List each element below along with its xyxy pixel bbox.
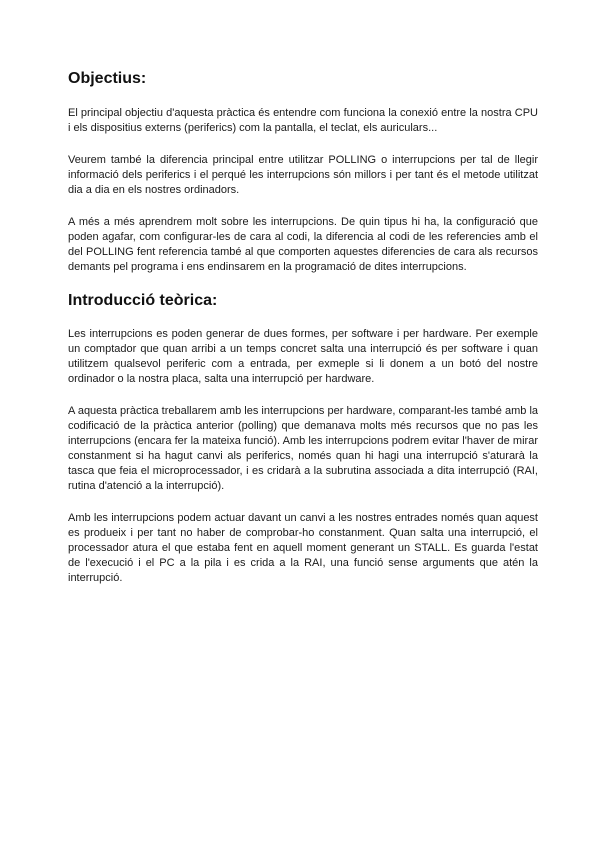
paragraph-objectius-3: A més a més aprendrem molt sobre les interrupcions. De quin tipus hi ha, la configuració que poden agafar, com configurar-les de cara al codi, la diferencia al codi de les referencies amb el del POLLING fent referencia també al que comporten aquestes diferencies de cara als recursos demants pel programa i ens endinsarem en la programació de dites interrupcions. (68, 215, 538, 273)
section-heading-introduccio-teorica: Introducció teòrica: (68, 291, 218, 309)
section-heading-objectius: Objectius: (68, 70, 147, 87)
paragraph-introduccio-1: Les interrupcions es poden generar de dues formes, per software i per hardware. Per exemple un comptador que quan arribi a un temps concret salta una interrupció és per software i quan utilitzem qualsevol periferic com a entrada, per exmeple si li donem a un botó del nostre ordinador o la nostra placa, salta una interrupció per hardware. (68, 328, 538, 386)
paragraph-introduccio-3: Amb les interrupcions podem actuar davant un canvi a les nostres entrades només quan aquest es produeix i per tant no haber de comprobar-ho constanment. Quan salta una interrupció, el processador atura el que estaba fent en aquell moment generant un STALL. Es guarda l'estat de l'execució i el PC a la pila i es crida a la RAI, una funció sense arguments que atén la interrupció. (68, 512, 538, 585)
paragraph-objectius-1: El principal objectiu d'aquesta pràctica és entendre com funciona la conexió entre la nostra CPU i els dispositius externs (periferics) com la pantalla, el teclat, els auriculars... (68, 106, 538, 134)
paragraph-introduccio-2: A aquesta pràctica treballarem amb les interrupcions per hardware, comparant-les també amb la codificació de la pràctica anterior (polling) que demanava molts més recursos que no pas les interrupcions (encara fer la mateixa funció). Amb les interrupcions podrem evitar l'haver de mirar constanment si ha hagut canvi als periferics, només quan hi hagi una interrupció s'aturarà la tasca que feia el microprocessador, i es cridarà a la subrutina associada a dita interrupció (RAI, rutina d'atenció a la interrupció). (68, 405, 538, 493)
paragraph-objectius-2: Veurem també la diferencia principal entre utilitzar POLLING o interrupcions per tal de llegir informació dels periferics i el perqué les interrupcions són millors i per tant és el metode utilitzat dia a dia en els nostres ordinadors. (68, 153, 538, 196)
